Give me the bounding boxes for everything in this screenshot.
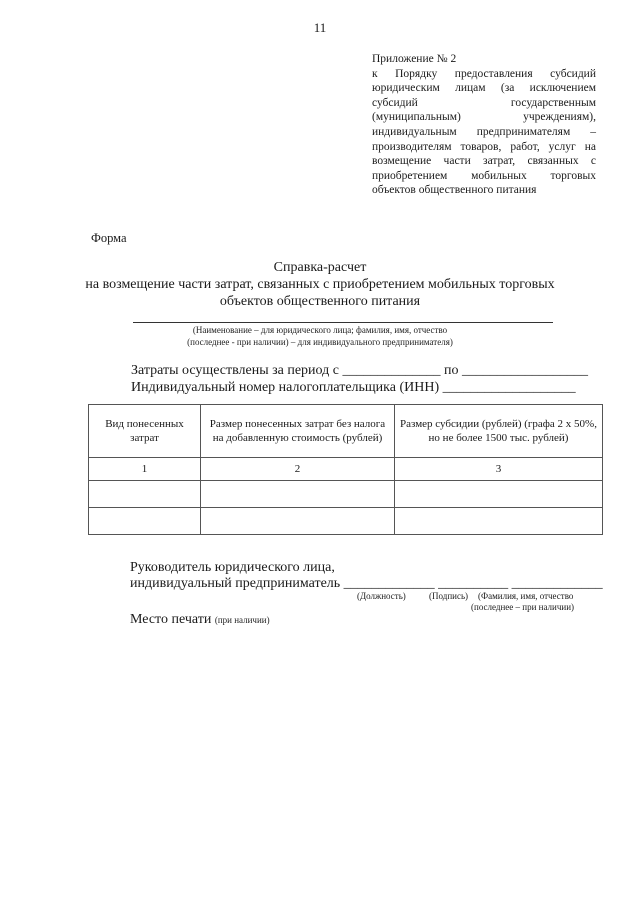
- stamp-note: (при наличии): [214, 615, 270, 625]
- page-number: 11: [313, 20, 327, 35]
- name-blank-line[interactable]: [133, 322, 553, 323]
- stamp-label: Место печати: [130, 612, 212, 627]
- signature-role-label: индивидуальный предприниматель: [130, 576, 341, 591]
- table-header-cell: Вид понесенных затрат: [89, 405, 201, 458]
- form-label: Форма: [91, 231, 127, 245]
- appendix-text: к Порядку предоставления субсидий юридическим лицам (за исключением субсидий государственным (муниципальным) учреждениям), индивидуальным предпринимателям – производителям товаров, работ, услуг на возмещение части затрат, связанных с приобретением мобильных торговых: [372, 67, 596, 182]
- position-blank[interactable]: _____________: [343, 576, 435, 591]
- table-cell[interactable]: [201, 508, 395, 535]
- table-cell[interactable]: [89, 481, 201, 508]
- table-cell[interactable]: [89, 508, 201, 535]
- period-field: [131, 363, 588, 379]
- document-subtitle-line1: на возмещение части затрат, связанных с приобретением мобильных торговых: [85, 277, 555, 292]
- table-header-cell: Размер субсидии (рублей) (графа 2 х 50%, но не более 1500 тыс. рублей): [395, 405, 603, 458]
- table-row: [89, 508, 603, 535]
- inn-blank[interactable]: ___________________: [442, 380, 576, 395]
- caption-fullname-line1: (Фамилия, имя, отчество: [478, 591, 574, 601]
- table-number-row: [89, 458, 603, 481]
- table-header-cell: Размер понесенных затрат без налога на добавленную стоимость (рублей): [201, 405, 395, 458]
- name-caption-line2: (последнее - при наличии) – для индивидуального предпринимателя): [187, 337, 453, 347]
- table-cell[interactable]: [395, 481, 603, 508]
- document-subtitle-line2: объектов общественного питания: [219, 294, 421, 309]
- caption-position: (Должность): [357, 591, 406, 601]
- table-row: [89, 481, 603, 508]
- period-to-blank[interactable]: __________________: [461, 363, 588, 378]
- signature-line2: [130, 576, 603, 592]
- document-title: Справка-расчет: [273, 260, 367, 275]
- caption-signature: (Подпись): [429, 591, 469, 601]
- period-from-blank[interactable]: ______________: [342, 363, 441, 378]
- appendix-block: [372, 52, 596, 198]
- name-caption-line1: (Наименование – для юридического лица; фамилия, имя, отчество: [192, 325, 448, 335]
- period-label: Затраты осуществлены за период с: [131, 363, 339, 378]
- period-separator: по: [443, 363, 459, 378]
- table-number-cell: 2: [201, 458, 395, 481]
- fullname-blank[interactable]: _____________: [511, 576, 603, 591]
- table-number-cell: 3: [395, 458, 603, 481]
- sign-blank[interactable]: __________: [438, 576, 509, 591]
- signature-line1: Руководитель юридического лица,: [130, 560, 335, 575]
- inn-label: Индивидуальный номер налогоплательщика (ИНН): [131, 380, 440, 395]
- table-cell[interactable]: [201, 481, 395, 508]
- table-header-row: [89, 405, 603, 458]
- caption-fullname-line2: (последнее – при наличии): [471, 602, 575, 612]
- stamp-place: [130, 612, 270, 628]
- cost-table: [88, 404, 603, 535]
- table-number-cell: 1: [89, 458, 201, 481]
- table-cell[interactable]: [395, 508, 603, 535]
- appendix-title: Приложение № 2: [372, 53, 457, 65]
- appendix-last-line: объектов общественного питания: [372, 184, 537, 197]
- inn-field: [131, 380, 576, 396]
